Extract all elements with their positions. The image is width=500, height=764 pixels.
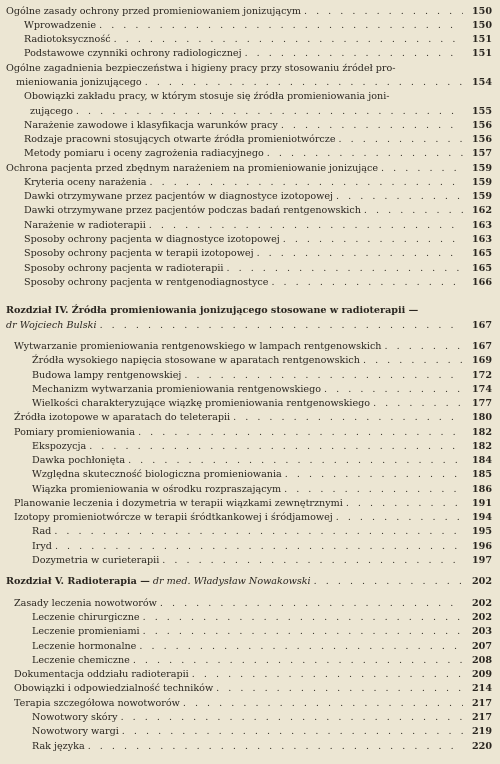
toc-entry-title: Radiotoksyczność bbox=[24, 34, 111, 46]
toc-entry-title: Rad bbox=[32, 526, 52, 538]
toc-entry bbox=[24, 176, 492, 190]
chapter-author-row bbox=[6, 319, 492, 333]
toc-entry-page: 163 bbox=[471, 233, 492, 245]
toc-entry-title: Wprowadzenie bbox=[24, 19, 97, 31]
toc-entry bbox=[32, 611, 492, 625]
toc-entry-page: 162 bbox=[471, 205, 492, 217]
toc-entry-page: 159 bbox=[471, 191, 492, 203]
toc-entry-page: 167 bbox=[471, 319, 492, 331]
toc-entry-page: 217 bbox=[471, 711, 492, 723]
toc-entry bbox=[14, 682, 492, 696]
toc-entry-page: 165 bbox=[471, 248, 492, 260]
toc-entry bbox=[32, 740, 492, 754]
toc-entry-page: 186 bbox=[471, 483, 492, 495]
toc-entry-page: 182 bbox=[471, 426, 492, 438]
toc-entry bbox=[24, 219, 492, 233]
toc-entry-title: Ekspozycja bbox=[32, 440, 87, 452]
toc-entry-title: Leczenie chemiczne bbox=[32, 654, 130, 666]
toc-entry-page: 191 bbox=[471, 497, 492, 509]
toc-entry bbox=[32, 654, 492, 668]
toc-entry-page: 163 bbox=[471, 219, 492, 231]
toc-entry-page: 157 bbox=[471, 148, 492, 160]
toc-entry bbox=[14, 497, 492, 511]
toc-entry-title: Obowiązki zakładu pracy, w którym stosuje się źródła promieniowania joni- bbox=[24, 91, 390, 103]
toc-entry bbox=[14, 697, 492, 711]
toc-entry-page: 207 bbox=[471, 640, 492, 652]
toc-entry-title: Źródła wysokiego napięcia stosowane w aparatach rentgenowskich bbox=[32, 355, 360, 367]
toc-entry bbox=[24, 133, 492, 147]
toc-entry-page: 185 bbox=[471, 469, 492, 481]
toc-entry-title: Ogólne zagadnienia bezpieczeństwa i higieny pracy przy stosowaniu źródeł pro- bbox=[6, 62, 396, 74]
toc-entry bbox=[32, 397, 492, 411]
toc-entry-title: Terapia szczegółowa nowotworów bbox=[14, 697, 180, 709]
toc-entry-title: Sposoby ochrony pacjenta w rentgenodiagnostyce bbox=[24, 276, 269, 288]
toc-entry-title: Izotopy promieniotwórcze w terapii śródtkankowej i śródjamowej bbox=[14, 512, 333, 524]
toc-entry bbox=[32, 640, 492, 654]
toc-entry-page: 155 bbox=[471, 105, 492, 117]
toc-entry-title: Dawki otrzymywane przez pacjentów w diagnostyce izotopowej bbox=[24, 191, 334, 203]
toc-entry-title: Względna skuteczność biologiczna promieniowania bbox=[32, 469, 282, 481]
toc-entry-page: 150 bbox=[471, 5, 492, 17]
toc-entry bbox=[24, 147, 492, 161]
toc-entry-title: Metody pomiaru i oceny zagrożenia radiacyjnego bbox=[24, 148, 264, 160]
toc-entry-title: Narażenie zawodowe i klasyfikacja warunków pracy bbox=[24, 119, 278, 131]
toc-entry-title: Dozymetria w curieterapii bbox=[32, 555, 160, 567]
toc-entry-title: Budowa lampy rentgenowskiej bbox=[32, 369, 182, 381]
toc-entry-page: 220 bbox=[471, 740, 492, 752]
chapter-title: Rozdział IV. Źródła promieniowania jonizującego stosowane w radioterapii — bbox=[6, 305, 419, 317]
toc-entry-title: Podstawowe czynniki ochrony radiologicznej bbox=[24, 48, 242, 60]
toc-entry-page: 214 bbox=[471, 683, 492, 695]
toc-entry-page: 174 bbox=[471, 383, 492, 395]
toc-entry-title: Kryteria oceny narażenia bbox=[24, 176, 147, 188]
toc-entry-title: Planowanie leczenia i dozymetria w terapii wiązkami zewnętrznymi bbox=[14, 497, 343, 509]
toc-entry bbox=[32, 454, 492, 468]
toc-entry-title: Pomiary promieniowania bbox=[14, 426, 136, 438]
toc-entry-page: 177 bbox=[471, 398, 492, 410]
chapter-heading bbox=[6, 304, 418, 318]
toc-entry bbox=[30, 105, 492, 119]
toc-entry bbox=[14, 426, 492, 440]
toc-entry-page: 208 bbox=[471, 654, 492, 666]
toc-entry bbox=[32, 440, 492, 454]
toc-entry bbox=[14, 340, 492, 354]
toc-entry-page: 151 bbox=[471, 34, 492, 46]
toc-entry-page: 150 bbox=[471, 19, 492, 31]
toc-entry-page: 203 bbox=[471, 626, 492, 638]
toc-entry-page: 156 bbox=[471, 119, 492, 131]
toc-entry-title: Nowotwory wargi bbox=[32, 726, 119, 738]
toc-entry-title: Sposoby ochrony pacjenta w terapii izotopowej bbox=[24, 248, 254, 260]
toc-entry-title: Leczenie chirurgiczne bbox=[32, 612, 140, 624]
toc-entry-title: Rak języka bbox=[32, 740, 85, 752]
toc-entry-page: 184 bbox=[471, 455, 492, 467]
toc-entry bbox=[24, 33, 492, 47]
toc-entry-title: Zasady leczenia nowotworów bbox=[14, 597, 157, 609]
toc-entry-page: 195 bbox=[471, 526, 492, 538]
toc-entry bbox=[32, 483, 492, 497]
toc-entry bbox=[6, 5, 492, 19]
toc-entry-title: Rodzaje pracowni stosujących otwarte źródła promieniotwórcze bbox=[24, 134, 336, 146]
toc-entry bbox=[24, 119, 492, 133]
toc-entry-page: 165 bbox=[471, 262, 492, 274]
toc-entry-page: 196 bbox=[471, 540, 492, 552]
toc-entry bbox=[16, 76, 492, 90]
toc-entry-page: 219 bbox=[471, 726, 492, 738]
toc-entry bbox=[32, 468, 492, 482]
toc-entry-title: Dawki otrzymywane przez pacjentów podczas badań rentgenowskich bbox=[24, 205, 361, 217]
toc-entry-title: zującego bbox=[30, 105, 73, 117]
toc-entry bbox=[32, 354, 492, 368]
toc-entry bbox=[32, 369, 492, 383]
toc-entry-title: Obowiązki i odpowiedzialność techników bbox=[14, 683, 214, 695]
chapter-author: dr Wojciech Bulski bbox=[6, 319, 97, 331]
toc-entry-page: 156 bbox=[471, 134, 492, 146]
toc-entry-page: 169 bbox=[471, 355, 492, 367]
toc-entry-title: Wiązka promieniowania w ośrodku rozpraszającym bbox=[32, 483, 282, 495]
toc-entry-title: mieniowania jonizującego bbox=[16, 77, 142, 89]
toc-entry-title: Leczenie promieniami bbox=[32, 626, 140, 638]
toc-entry-page: 172 bbox=[471, 369, 492, 381]
toc-entry-page: 159 bbox=[471, 162, 492, 174]
toc-entry bbox=[32, 525, 492, 539]
toc-entry-title: Wytwarzanie promieniowania rentgenowskiego w lampach rentgenowskich bbox=[14, 340, 382, 352]
toc-entry bbox=[32, 554, 492, 568]
toc-entry-page: 194 bbox=[471, 512, 492, 524]
toc-entry bbox=[24, 276, 492, 290]
toc-entry bbox=[32, 625, 492, 639]
toc-entry-title: Dawka pochłonięta bbox=[32, 455, 126, 467]
toc-entry-page: 182 bbox=[471, 440, 492, 452]
toc-entry bbox=[32, 383, 492, 397]
chapter-title: Rozdział V. Radioterapia — bbox=[6, 576, 150, 588]
toc-entry bbox=[6, 162, 492, 176]
toc-entry-title: Leczenie hormonalne bbox=[32, 640, 137, 652]
toc-entry bbox=[24, 19, 492, 33]
toc-entry-title: Sposoby ochrony pacjenta w radioterapii bbox=[24, 262, 224, 274]
toc-entry-page: 180 bbox=[471, 412, 492, 424]
toc-entry bbox=[24, 262, 492, 276]
toc-entry-title: Wielkości charakteryzujące wiązkę promieniowania rentgenowskiego bbox=[32, 398, 371, 410]
toc-entry-title: Dokumentacja oddziału radioterapii bbox=[14, 669, 189, 681]
toc-entry-title: Ochrona pacjenta przed zbędnym narażeniem na promieniowanie jonizujące bbox=[6, 162, 379, 174]
toc-entry-title: Sposoby ochrony pacjenta w diagnostyce izotopowej bbox=[24, 233, 280, 245]
toc-entry bbox=[14, 597, 492, 611]
toc-entry-page: 202 bbox=[471, 597, 492, 609]
chapter-author: dr med. Władysław Nowakowski bbox=[152, 576, 311, 588]
toc-entry-page: 151 bbox=[471, 48, 492, 60]
toc-entry bbox=[32, 540, 492, 554]
toc-entry-title: Narażenie w radioterapii bbox=[24, 219, 146, 231]
chapter-heading bbox=[6, 575, 492, 589]
toc-entry bbox=[14, 411, 492, 425]
toc-entry-page: 167 bbox=[471, 340, 492, 352]
toc-entry-title: Ogólne zasady ochrony przed promieniowaniem jonizującym bbox=[6, 5, 301, 17]
toc-entry-page: 159 bbox=[471, 176, 492, 188]
toc-entry-page: 202 bbox=[471, 576, 492, 588]
toc-entry-title: Źródła izotopowe w aparatach do teleterapii bbox=[14, 412, 231, 424]
toc-entry bbox=[14, 511, 492, 525]
toc-entry bbox=[32, 725, 492, 739]
toc-entry bbox=[24, 233, 492, 247]
toc-entry-page: 217 bbox=[471, 697, 492, 709]
toc-entry bbox=[24, 47, 492, 61]
toc-entry-title: Mechanizm wytwarzania promieniowania rentgenowskiego bbox=[32, 383, 322, 395]
toc-entry bbox=[24, 204, 492, 218]
toc-entry bbox=[24, 190, 492, 204]
toc-entry bbox=[32, 711, 492, 725]
toc-entry-title: Nowotwory skóry bbox=[32, 711, 118, 723]
toc-entry-page: 154 bbox=[471, 77, 492, 89]
toc-entry-page: 197 bbox=[471, 555, 492, 567]
toc-entry bbox=[24, 247, 492, 261]
toc-entry-page: 209 bbox=[471, 669, 492, 681]
toc-entry-title: Iryd bbox=[32, 540, 52, 552]
toc-entry-page: 202 bbox=[471, 612, 492, 624]
toc-entry bbox=[14, 668, 492, 682]
toc-entry-page: 166 bbox=[471, 276, 492, 288]
